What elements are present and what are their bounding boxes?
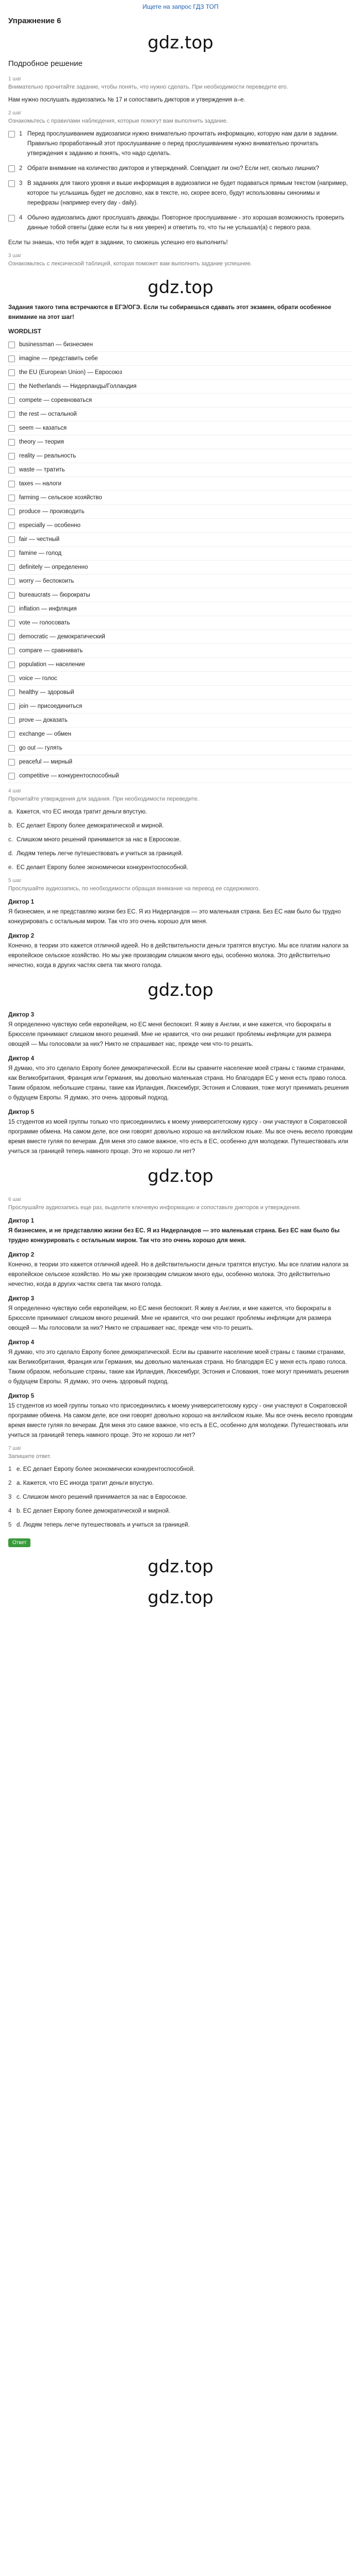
watermark: gdz.top	[147, 980, 214, 1001]
wordlist-text: imagine — представить себе	[19, 355, 98, 362]
wordlist-item	[8, 408, 353, 421]
speaker-label: Диктор 5	[8, 1109, 35, 1115]
checkbox-icon[interactable]	[8, 355, 15, 362]
answer-item: 1 e. ЕС делает Европу более экономически конкурентоспособной.	[8, 1466, 195, 1472]
wordlist-text: healthy — здоровый	[19, 689, 74, 696]
checkbox-icon[interactable]	[8, 689, 15, 696]
statement-item: a. Кажется, что ЕС иногда тратит деньги впустую.	[8, 809, 147, 815]
answer-item: 2 a. Кажется, что ЕС иногда тратит деньги впустую.	[8, 1480, 154, 1486]
speaker-text: Я определенно чувствую себя европейцем, но ЕС меня беспокоит. Я живу в Англии, и мне кажется, что бюрократы в Брюсселе принимают слишком много решений. Мне не нравится, что они решают проблемы инфляции для размера овощей — Мы голосовали за них? Никто не спрашивает нас, прежде чем что-то решить.	[8, 1306, 332, 1331]
wordlist-text: prove — доказать	[19, 717, 68, 723]
top-search-link[interactable]: Ищете на запрос ГДЗ ТОП	[142, 3, 219, 10]
checkbox-icon[interactable]	[8, 703, 15, 710]
checkbox-icon[interactable]	[8, 481, 15, 487]
exercise-title: Упражнение 6	[8, 16, 61, 25]
wordlist-item	[8, 588, 353, 602]
wordlist-text: vote — голосовать	[19, 620, 70, 626]
checkbox-icon[interactable]	[8, 180, 15, 187]
wordlist-item	[8, 421, 353, 435]
checkbox-icon[interactable]	[8, 606, 15, 613]
wordlist-item	[8, 741, 353, 755]
exam-notice: Задания такого типа встречаются в ЕГЭ/ОГЭ. Если ты собираешься сдавать этот экзамен, обрати особенное внимание на этот шаг!	[8, 304, 332, 320]
wordlist-text: worry — беспокоить	[19, 578, 74, 584]
speaker-text: Я определенно чувствую себя европейцем, но ЕС меня беспокоит. Я живу в Англии, и мне кажется, что бюрократы в Брюсселе принимают слишком много решений. Мне не нравится, что они решают проблемы инфляции для размера овощей — Мы голосовали за них? Никто не спрашивает нас, прежде чем что-то решить.	[8, 1022, 332, 1047]
checkbox-icon[interactable]	[8, 662, 15, 668]
checkbox-icon[interactable]	[8, 439, 15, 446]
wordlist-text: go out — гулять	[19, 745, 62, 751]
wordlist-item	[8, 463, 353, 477]
wordlist-text: definitely — определенно	[19, 564, 88, 570]
wordlist-item	[8, 574, 353, 588]
speaker-block	[8, 1109, 353, 1157]
wordlist-item	[8, 658, 353, 672]
speaker-text: Я бизнесмен, и не представляю жизни без ЕС. Я из Нидерландов — это маленькая страна. Без ЕС нам было бы трудно конкурировать с остальным миром. Так что это очень хорошо для меня.	[8, 909, 341, 925]
checkbox-icon[interactable]	[8, 578, 15, 585]
wordlist-text: seem — казаться	[19, 425, 67, 431]
checkbox-icon[interactable]	[8, 773, 15, 779]
checkbox-icon[interactable]	[8, 397, 15, 404]
speaker-text: Конечно, в теории это кажется отличной идеей. Но в действительности деньги тратятся впустую. Мы все платим налоги за европейское сельское хозяйство. Но мы уже производим слишком много еды, особенно молока. Это действительно нечестно, когда в других частях света так много голода.	[8, 1262, 349, 1287]
wordlist-text: join — присоединиться	[19, 703, 83, 709]
speaker-label: Диктор 1	[8, 1218, 35, 1224]
checkbox-icon[interactable]	[8, 731, 15, 738]
wordlist-item	[8, 366, 353, 380]
step-3-hint: Ознакомьтесь с лексической таблицей, которая поможет вам выполнить задание успешнее.	[8, 261, 252, 267]
speaker-block	[8, 1252, 353, 1290]
wordlist-item	[8, 505, 353, 519]
speaker-text: 15 студентов из моей группы только что присоединились к моему университетскому курсу - они участвуют в Сократовской программе обмена. На самом деле, все они говорят довольно хорошо на английском языке. Мы все очень весело проводим время вместе гуляя по вечерам. Для меня это самое важное, что есть в ЕС, особенно для молодежи. Путешествовать или учиться за границей теперь намного проще. Это не хорошо ли нет?	[8, 1403, 353, 1438]
checkbox-icon[interactable]	[8, 745, 15, 752]
wordlist-item	[8, 561, 353, 574]
wordlist-text: democratic — демократический	[19, 634, 105, 640]
wordlist-item	[8, 547, 353, 561]
step-6-hint: Прослушайте аудиозапись еще раз, выделите ключевую информацию и сопоставьте дикторов и утверждения.	[8, 1205, 301, 1211]
tip-item: 3 В заданиях для такого уровня и выше информация в аудиозаписи не будет подаваться прямым текстом (например, которое ты услышишь будет не дословно, как в тексте, но, скорее всего, будут использованы синонимы и перефразы (например every day - daily).	[8, 179, 353, 208]
checkbox-icon[interactable]	[8, 634, 15, 640]
wordlist-item	[8, 519, 353, 533]
watermark: gdz.top	[147, 277, 214, 298]
wordlist-item	[8, 630, 353, 644]
answer-button[interactable]: Ответ	[8, 1538, 30, 1547]
wordlist-text: produce — производить	[19, 509, 85, 515]
wordlist-text: businessman — бизнесмен	[19, 342, 93, 348]
wordlist-text: the rest — остальной	[19, 411, 77, 417]
wordlist	[8, 338, 353, 783]
answer-item: 4 b. ЕС делает Европу более демократической и мирной.	[8, 1508, 171, 1514]
speaker-block	[8, 1296, 353, 1333]
wordlist-text: especially — особенно	[19, 522, 81, 529]
tip-item: 4 Обычно аудиозапись дают прослушать дважды. Повторное прослушивание - это хорошая возможность проверить данные тобой ответы (даже если ты в них уверен) и ответить то, что ты не услышал(а) с первого раза.	[8, 213, 353, 233]
watermark: gdz.top	[147, 1587, 214, 1608]
wordlist-item	[8, 491, 353, 505]
wordlist-text: the EU (European Union) — Евросоюз	[19, 369, 122, 376]
speaker-block	[8, 1056, 353, 1103]
checkbox-icon[interactable]	[8, 620, 15, 626]
wordlist-item	[8, 686, 353, 700]
wordlist-text: farming — сельское хозяйство	[19, 495, 102, 501]
checkbox-icon[interactable]	[8, 759, 15, 766]
wordlist-item	[8, 338, 353, 352]
wordlist-item	[8, 449, 353, 463]
wordlist-text: compete — соревноваться	[19, 397, 92, 403]
speaker-block	[8, 1012, 353, 1049]
step-4-hint: Прочитайте утверждения для задания. При необходимости переведите.	[8, 796, 199, 802]
wordlist-item	[8, 700, 353, 714]
wordlist-item	[8, 380, 353, 394]
question-text: Если ты знаешь, что тебя ждет в задании, то сможешь успешно его выполнить!	[8, 240, 228, 246]
checkbox-icon[interactable]	[8, 411, 15, 418]
wordlist-item	[8, 352, 353, 366]
checkbox-icon[interactable]	[8, 536, 15, 543]
step-6-label: 6 шаг	[8, 1197, 22, 1202]
wordlist-item	[8, 435, 353, 449]
checkbox-icon[interactable]	[8, 495, 15, 501]
checkbox-icon[interactable]	[8, 383, 15, 390]
checkbox-icon[interactable]	[8, 425, 15, 432]
statements-list	[8, 807, 353, 873]
checkbox-icon[interactable]	[8, 592, 15, 599]
statement-item: e. ЕС делает Европу более экономически конкурентоспособной.	[8, 865, 188, 871]
wordlist-item	[8, 533, 353, 547]
wordlist-text: the Netherlands — Нидерланды/Голландия	[19, 383, 137, 389]
speaker-label: Диктор 4	[8, 1056, 35, 1062]
checkbox-icon[interactable]	[8, 564, 15, 571]
speaker-text: Я бизнесмен, и не представляю жизни без ЕС. Я из Нидерландов — это маленькая страна. Без ЕС нам было бы трудно конкурировать с остальным миром. Так что это очень хорошо для меня.	[8, 1228, 340, 1244]
tips-list	[8, 129, 353, 233]
wordlist-text: famine — голод	[19, 550, 62, 556]
wordlist-text: voice — голос	[19, 675, 57, 682]
solution-subtitle: Подробное решение	[8, 59, 83, 68]
step-1-hint: Внимательно прочитайте задание, чтобы понять, что нужно сделать. При необходимости переведите его.	[8, 84, 288, 90]
statement-item: d. Людям теперь легче путешествовать и учиться за границей.	[8, 851, 183, 857]
step-1-text: Нам нужно послушать аудиозапись № 17 и сопоставить дикторов и утверждения a–e.	[8, 97, 245, 103]
wordlist-title: WORDLIST	[8, 328, 41, 335]
checkbox-icon[interactable]	[8, 165, 15, 172]
speaker-text: Я думаю, что это сделало Европу более демократической. Если вы сравните население моей страны с такими странами, как Великобритания, Франция или Германия, мы довольно маленькая страна. Но благодаря ЕС у меня есть право голоса. Таким образом, небольшие страны, такие как Ирландия, Люксембург, Эстония и Словакия, тоже могут принимать решения о будущем Европы. Я думаю, это очень здоровый подход.	[8, 1349, 349, 1385]
watermark: gdz.top	[147, 32, 214, 53]
speaker-block	[8, 899, 353, 927]
wordlist-text: waste — тратить	[19, 467, 65, 473]
checkbox-icon[interactable]	[8, 717, 15, 724]
tip-item: 2 Обрати внимание на количество дикторов и утверждений. Совпадает ли оно? Если нет, сколько лишних?	[8, 164, 353, 174]
wordlist-item	[8, 727, 353, 741]
speaker-label: Диктор 2	[8, 933, 35, 939]
speaker-text: Конечно, в теории это кажется отличной идеей. Но в действительности деньги тратятся впустую. Мы все платим налоги за европейское сельское хозяйство. Но мы уже производим слишком много еды, особенно молока. Это действительно нечестно, когда в других частях света так много голода.	[8, 943, 349, 969]
speaker-label: Диктор 5	[8, 1393, 35, 1399]
checkbox-icon[interactable]	[8, 453, 15, 460]
answers-list	[8, 1465, 353, 1530]
wordlist-item	[8, 714, 353, 727]
statement-item: b. ЕС делает Европу более демократической и мирной.	[8, 823, 164, 829]
step-4-label: 4 шаг	[8, 788, 22, 794]
page-content	[0, 16, 361, 1613]
wordlist-item	[8, 769, 353, 783]
step-1-label: 1 шаг	[8, 76, 22, 82]
speaker-block	[8, 1218, 353, 1246]
answer-item: 3 c. Слишком много решений принимается за нас в Евросоюзе.	[8, 1494, 187, 1500]
wordlist-item	[8, 755, 353, 769]
checkbox-icon[interactable]	[8, 215, 15, 222]
watermark: gdz.top	[147, 1166, 214, 1187]
wordlist-item	[8, 477, 353, 491]
watermark: gdz.top	[147, 1556, 214, 1577]
checkbox-icon[interactable]	[8, 467, 15, 473]
checkbox-icon[interactable]	[8, 675, 15, 682]
step-2-hint: Ознакомьтесь с правилами наблюдения, которые помогут вам выполнить задание.	[8, 118, 228, 124]
speaker-label: Диктор 3	[8, 1012, 35, 1018]
wordlist-item	[8, 602, 353, 616]
checkbox-icon[interactable]	[8, 550, 15, 557]
wordlist-text: inflation — инфляция	[19, 606, 77, 612]
wordlist-text: taxes — налоги	[19, 481, 61, 487]
tip-item: 1 Перед прослушиванием аудиозаписи нужно внимательно прочитать информацию, которую нам дали в задании. Правильно проработанный этот прослушивание о перед прослушиванием нужно внимательно прочитать утверждения к заданию и понять, что надо сделать.	[8, 129, 353, 159]
checkbox-icon[interactable]	[8, 131, 15, 138]
step-2-label: 2 шаг	[8, 110, 22, 116]
speaker-label: Диктор 2	[8, 1252, 35, 1258]
step-7-hint: Запишите ответ.	[8, 1453, 52, 1460]
step-5-hint: Прослушайте аудиозапись, по необходимости обращая внимание на перевод ее содержимого.	[8, 886, 260, 892]
wordlist-text: exchange — обмен	[19, 731, 72, 737]
speaker-block	[8, 933, 353, 971]
speaker-block	[8, 1340, 353, 1387]
checkbox-icon[interactable]	[8, 522, 15, 529]
wordlist-text: fair — честный	[19, 536, 60, 543]
step-7-label: 7 шаг	[8, 1446, 22, 1451]
wordlist-item	[8, 644, 353, 658]
wordlist-item	[8, 394, 353, 408]
checkbox-icon[interactable]	[8, 648, 15, 654]
wordlist-text: theory — теория	[19, 439, 64, 445]
wordlist-text: compare — сравнивать	[19, 648, 83, 654]
statement-item: c. Слишком много решений принимается за нас в Евросоюзе.	[8, 837, 181, 843]
speaker-label: Диктор 3	[8, 1296, 35, 1302]
speaker-text: 15 студентов из моей группы только что присоединились к моему университетскому курсу - они участвуют в Сократовской программе обмена. На самом деле, все они говорят довольно хорошо на английском языке. Мы все очень весело проводим время вместе гуляя по вечерам. Для меня это самое важное, что есть в ЕС, особенно для молодежи. Путешествовать или учиться за границей теперь намного проще. Это не хорошо ли нет?	[8, 1119, 353, 1155]
speaker-label: Диктор 1	[8, 899, 35, 905]
answer-item: 5 d. Людям теперь легче путешествовать и учиться за границей.	[8, 1522, 190, 1528]
wordlist-text: bureaucrats — бюрократы	[19, 592, 90, 598]
speaker-text: Я думаю, что это сделало Европу более демократической. Если вы сравните население моей страны с такими странами, как Великобритания, Франция или Германия, мы довольно маленькая страна. Но благодаря ЕС у меня есть право голоса. Таким образом, небольшие страны, такие как Ирландия, Люксембург, Эстония и Словакия, тоже могут принимать решения о будущем Европы. Я думаю, это очень здоровый подход.	[8, 1065, 349, 1101]
wordlist-item	[8, 616, 353, 630]
step-3-label: 3 шаг	[8, 253, 22, 259]
wordlist-text: peaceful — мирный	[19, 759, 73, 765]
checkbox-icon[interactable]	[8, 342, 15, 348]
wordlist-text: population — население	[19, 662, 85, 668]
wordlist-text: competitive — конкурентоспособный	[19, 773, 119, 779]
wordlist-text: reality — реальность	[19, 453, 76, 459]
speaker-label: Диктор 4	[8, 1340, 35, 1346]
checkbox-icon[interactable]	[8, 369, 15, 376]
wordlist-item	[8, 672, 353, 686]
checkbox-icon[interactable]	[8, 509, 15, 515]
speaker-block	[8, 1393, 353, 1440]
step-5-label: 5 шаг	[8, 878, 22, 884]
